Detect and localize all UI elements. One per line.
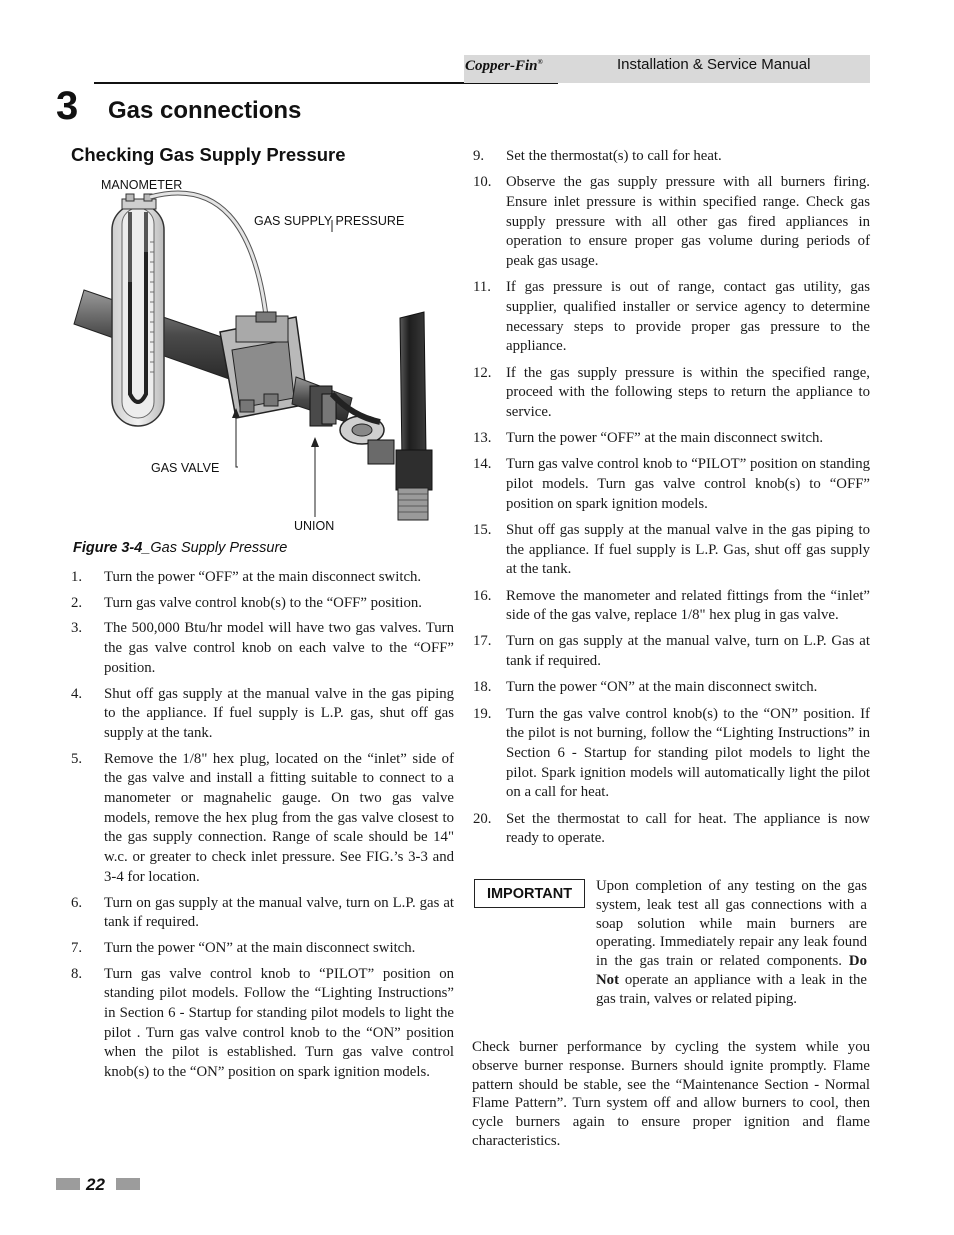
label-gas-valve: GAS VALVE — [151, 461, 220, 475]
step-item: 3. The 500,000 Btu/hr model will have two gas valves. Turn the gas valve control knob on each valve to the “OFF” position. — [71, 620, 454, 676]
step-item: 8. Turn gas valve control knob to “PILOT” position on standing pilot models. Follow the “Lighting Instructions” in Section 6 - Startup for standing pilot models to light the pilot . Turn gas valve control knob to the “ON” position when the pilot is established. Turn gas valve control knob(s) to the “ON” position on spark ignition models. — [71, 965, 454, 1081]
step-item: 18. Turn the power “ON” at the main disconnect switch. — [473, 679, 818, 696]
page-number-bar-right — [116, 1178, 140, 1190]
step-item: 9. Set the thermostat(s) to call for heat. — [473, 148, 722, 164]
section-title: Gas connections — [108, 97, 302, 124]
step-item: 4. Shut off gas supply at the manual valve in the gas piping to the appliance. If fuel supply is L.P. gas, shut off gas supply at the tank. — [71, 685, 454, 741]
step-item: 2. Turn gas valve control knob(s) to the “OFF” position. — [71, 594, 422, 611]
steps-list-left — [71, 568, 454, 1083]
step-item: 14. Turn gas valve control knob to “PILOT” position on standing pilot models. Turn gas valve control knob(s) to “OFF” position on spark ignition models. — [473, 456, 870, 512]
step-item: 6. Turn on gas supply at the manual valve, turn on L.P. gas at tank if required. — [71, 894, 454, 931]
step-item: 12. If the gas supply pressure is within the specified range, proceed with the following steps to return the appliance to service. — [473, 364, 870, 420]
important-label: IMPORTANT — [474, 879, 585, 908]
gas-pressure-figure — [70, 172, 460, 537]
subsection-title: Checking Gas Supply Pressure — [71, 144, 346, 165]
burner-performance-paragraph: Check burner performance by cycling the system while you observe burner response. Burners should ignite promptly. Flame pattern should be stable, see the “Maintenance Section - Normal Flame Pattern”. Turn system off and allow burners to cool, then cycle burners again to ensure proper ignition and flame characteristics. — [472, 1039, 870, 1149]
important-note: Upon completion of any testing on the gas system, leak test all gas connections with a soap solution while main burners are operating. Immediately repair any leak found in the gas train or related components. Do Not operate an appliance with a leak in the gas train, valves or related piping. — [596, 878, 868, 1007]
step-item: 19. Turn the gas valve control knob(s) to the “ON” position. If the pilot is not burning, follow the “Lighting Instructions” in Section 6 - Startup for standing pilot models to light the pilot. Spark ignition models will automatically light the pilot on a call for heat. — [473, 705, 870, 801]
figure-caption: Figure 3-4_Gas Supply Pressure — [73, 540, 288, 556]
step-item: 1. Turn the power “OFF” at the main disconnect switch. — [71, 569, 422, 585]
step-item: 5. Remove the 1/8" hex plug, located on the “inlet” side of the gas valve and install a fitting suitable to connect to a manometer or magnahelic gauge. On two gas valve models, remove the hex plug from the gas valve closest to the gas supply connection. Range of scale should be 14" w.c. or greater to check inlet pressure. See FIG.’s 3-3 and 3-4 for location. — [71, 750, 454, 885]
step-item: 7. Turn the power “ON” at the main disconnect switch. — [71, 939, 416, 956]
section-number: 3 — [56, 84, 79, 128]
step-item: 11. If gas pressure is out of range, contact gas utility, gas supplier, qualified installer or service agency to determine necessary steps to provide proper gas pressure to the appliance. — [473, 279, 870, 355]
step-item: 10. Observe the gas supply pressure with all burners firing. Ensure inlet pressure is within specified range. Check gas supply pressure with all other gas fired appliances in operation to ensure proper gas volume during periods of peak gas usage. — [473, 174, 870, 270]
steps-list-right — [473, 147, 870, 849]
manual-title: Installation & Service Manual — [617, 56, 811, 73]
page-number-bar-left — [56, 1178, 80, 1190]
label-manometer: MANOMETER — [101, 178, 183, 192]
label-union: UNION — [294, 519, 335, 533]
label-gas-supply-pressure: GAS SUPPLY PRESSURE — [254, 214, 405, 228]
page-number: 22 — [86, 1175, 105, 1194]
step-item: 16. Remove the manometer and related fittings from the “inlet” side of the gas valve, replace 1/8" hex plug in gas valve. — [473, 587, 870, 624]
step-item: 13. Turn the power “OFF” at the main disconnect switch. — [473, 430, 824, 447]
step-item: 17. Turn on gas supply at the manual valve, turn on L.P. Gas at tank if required. — [473, 633, 870, 670]
step-item: 15. Shut off gas supply at the manual valve in the gas piping to the appliance. If fuel supply is L.P. Gas, shut off gas supply at the tank. — [473, 521, 870, 578]
brand-name: Copper-Fin® — [465, 58, 543, 74]
step-item: 20. Set the thermostat to call for heat. The appliance is now ready to operate. — [473, 810, 870, 847]
